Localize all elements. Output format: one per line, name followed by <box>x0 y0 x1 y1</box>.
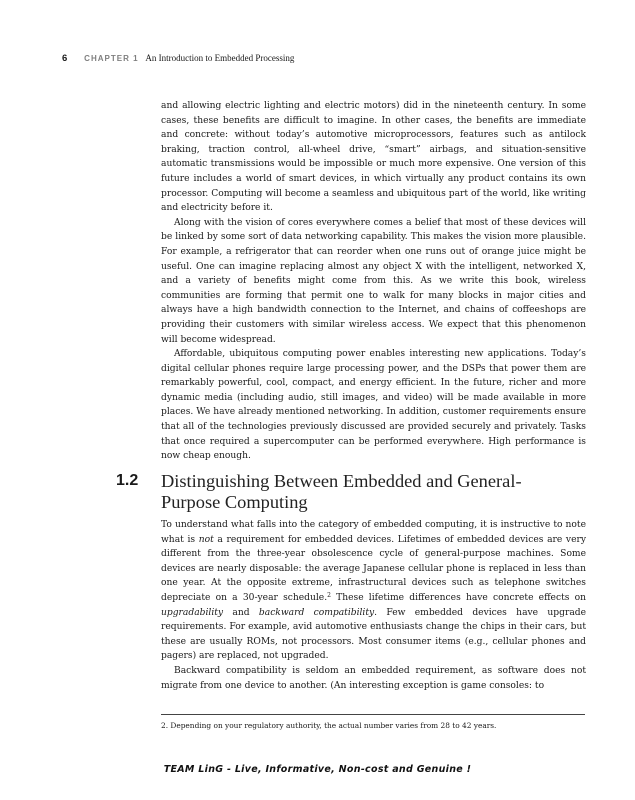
text-run: . Few embedded devices have upgrade requirements. For example, avid automotive enthusiasts change the chips in their cars, but these are usually ROMs, not processors. Most consumer items (e.g., cellular phones and pagers) are replaced, not upgraded. <box>161 607 586 662</box>
paragraph-networking: Along with the vision of cores everywhere comes a belief that most of these devices will be linked by some sort of data networking capability. This makes the vision more plausible. For example, a refrigerator that can reorder when one runs out of orange juice might be useful. One can imagine replacing almost any object X with the intelligent, networked X, and a variety of benefits might come from this. As we write this book, wireless communities are forming that permit one to walk for many blocks in major cities and always have a high bandwidth connection to the Internet, and chains of coffeeshops are providing their customers with similar wireless access. We expect that this phenomenon will become widespread. <box>161 217 586 345</box>
text-run: These lifetime differences have concrete effects on <box>330 592 587 603</box>
text-run: a requirement for embedded devices. Lifetimes of embedded devices are very different from the three-year obsolescence cycle of general-purpose machines. Some devices are nearly disposable: the average Japanese cellular phone is replaced in less than one year. At the opposite extreme, infrastructural devices such as telephone switches depreciate on a 30-year schedule. <box>161 534 586 603</box>
paragraph-lifetimes <box>161 518 586 664</box>
paragraph-continuation: and allowing electric lighting and electric motors) did in the nineteenth century. In some cases, these benefits are difficult to imagine. In other cases, the benefits are immediate and concrete: without today’s automotive microprocessors, features such as antilock braking, traction control, all-wheel drive, “smart” airbags, and situation-sensitive automatic transmissions would be impossible or much more expensive. One version of this future includes a world of smart devices, in which virtually any product contains its own processor. Computing will become a seamless and ubiquitous part of the world, like writing and electricity before it. <box>161 101 586 214</box>
text-run: and <box>223 607 259 618</box>
text-run: To understand what falls into the category of embedded computing, it is instructive to note what is <box>161 520 586 545</box>
footnote-reference: 2 <box>327 591 331 599</box>
paragraph-computing-power: Affordable, ubiquitous computing power enables interesting new applications. Today’s digital cellular phones require large processing power, and the DSPs that power them are remarkably powerful, cool, compact, and energy efficient. In the future, richer and more dynamic media (including audio, still images, and video) will be made available in more places. We have already mentioned networking. In addition, customer requirements ensure that all of the technologies previously discussed are provided securely and privately. Tasks that once required a supercomputer can be performed everywhere. High performance is now cheap enough. <box>161 349 586 462</box>
body-text-top <box>161 99 586 464</box>
page-footer: TEAM LinG - Live, Informative, Non-cost and Genuine ! <box>163 764 472 775</box>
emphasis-not: not <box>198 534 214 545</box>
page-number: 6 <box>62 53 68 64</box>
chapter-title: An Introduction to Embedded Processing <box>145 53 295 63</box>
section-number: 1.2 <box>116 472 139 489</box>
section-title: Distinguishing Between Embedded and General-Purpose Computing <box>161 471 522 512</box>
body-text-section <box>161 518 586 693</box>
running-header <box>62 53 294 64</box>
footnote-divider <box>161 714 585 715</box>
paragraph-backward-compatibility: Backward compatibility is seldom an embedded requirement, as software does not migrate from one device to another. (An interesting exception is game consoles: to <box>161 665 586 691</box>
emphasis-backward-compatibility: backward compatibility <box>258 607 375 618</box>
emphasis-upgradability: upgradability <box>161 607 224 618</box>
chapter-label: CHAPTER 1 <box>84 54 139 63</box>
footnote: 2. Depending on your regulatory authority, the actual number varies from 28 to 42 years. <box>161 721 497 730</box>
